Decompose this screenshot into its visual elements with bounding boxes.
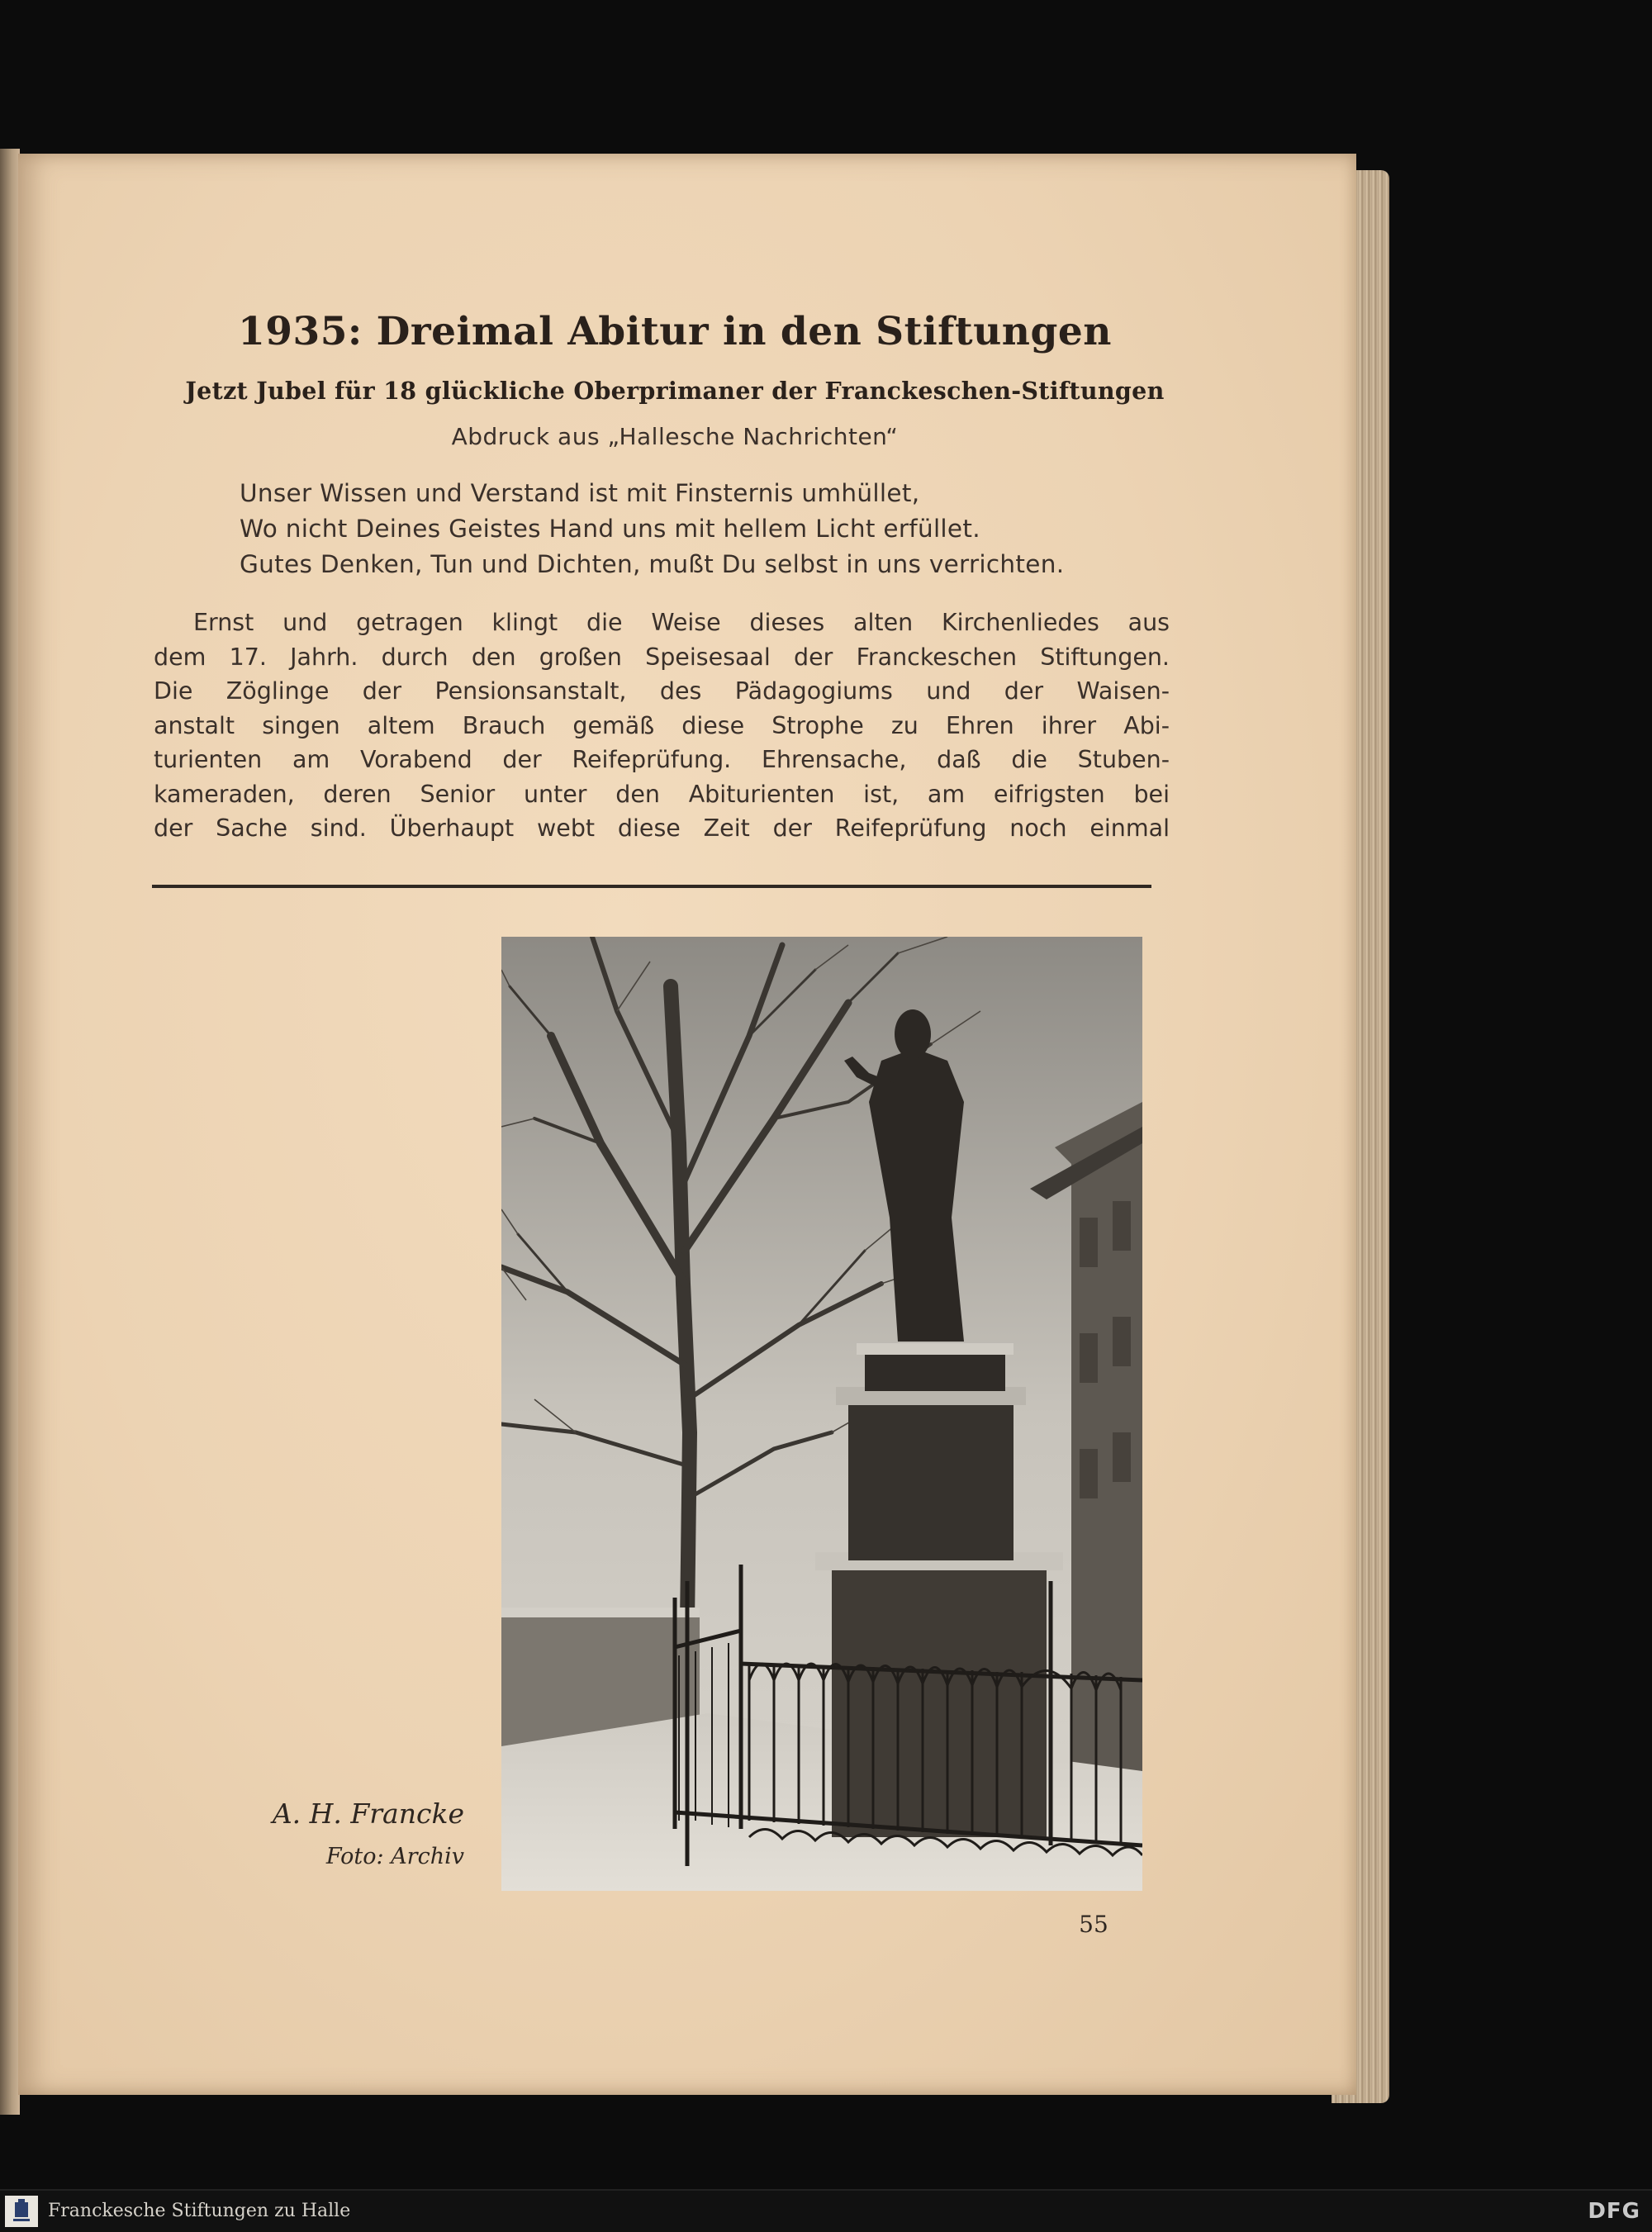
article-body (154, 605, 1170, 846)
body-line: der Sache sind. Überhaupt webt diese Zeit der Reifeprüfung noch einmal (154, 814, 1170, 842)
book-page (18, 154, 1356, 2095)
article-source: Abdruck aus „Hallesche Nachrichten“ (451, 423, 899, 450)
viewer-footer (0, 2189, 1652, 2232)
photo-credit: Foto: Archiv (325, 1844, 464, 1869)
page-number: 55 (1079, 1911, 1108, 1938)
verse-line: Wo nicht Deines Geistes Hand uns mit hellem Licht erfüllet. (240, 515, 980, 543)
francke-foundation-logo-icon[interactable] (5, 2196, 38, 2227)
verse-line: Unser Wissen und Verstand ist mit Finsternis umhüllet, (240, 479, 920, 507)
institution-name[interactable]: Franckesche Stiftungen zu Halle (48, 2201, 351, 2221)
body-line: Ernst und getragen klingt die Weise dieses alten Kirchenliedes aus (193, 609, 1170, 636)
dfg-logo[interactable]: DFG (1588, 2199, 1640, 2224)
body-line: Die Zöglinge der Pensionsanstalt, des Pädagogiums und der Waisen- (154, 677, 1170, 705)
figure-caption: A. H. Francke (272, 1797, 464, 1830)
body-line: kameraden, deren Senior unter den Abiturienten ist, am eifrigsten bei (154, 780, 1170, 808)
body-line: anstalt singen altem Brauch gemäß diese Strophe zu Ehren ihrer Abi- (154, 711, 1170, 739)
hymn-verse (240, 476, 1231, 582)
verse-line: Gutes Denken, Tun und Dichten, mußt Du selbst in uns verrichten. (240, 550, 1065, 578)
section-divider (152, 885, 1151, 888)
article-subtitle: Jetzt Jubel für 18 glückliche Oberprimaner der Franckeschen-Stiftungen (185, 377, 1165, 405)
statue-photograph (501, 937, 1142, 1891)
article-title: 1935: Dreimal Abitur in den Stiftungen (238, 309, 1112, 354)
facing-page-edge (0, 149, 20, 2115)
body-line: turienten am Vorabend der Reifeprüfung. Ehrensache, daß die Stuben- (154, 746, 1170, 773)
body-line: dem 17. Jahrh. durch den großen Speisesaal der Franckeschen Stiftungen. (154, 643, 1170, 671)
